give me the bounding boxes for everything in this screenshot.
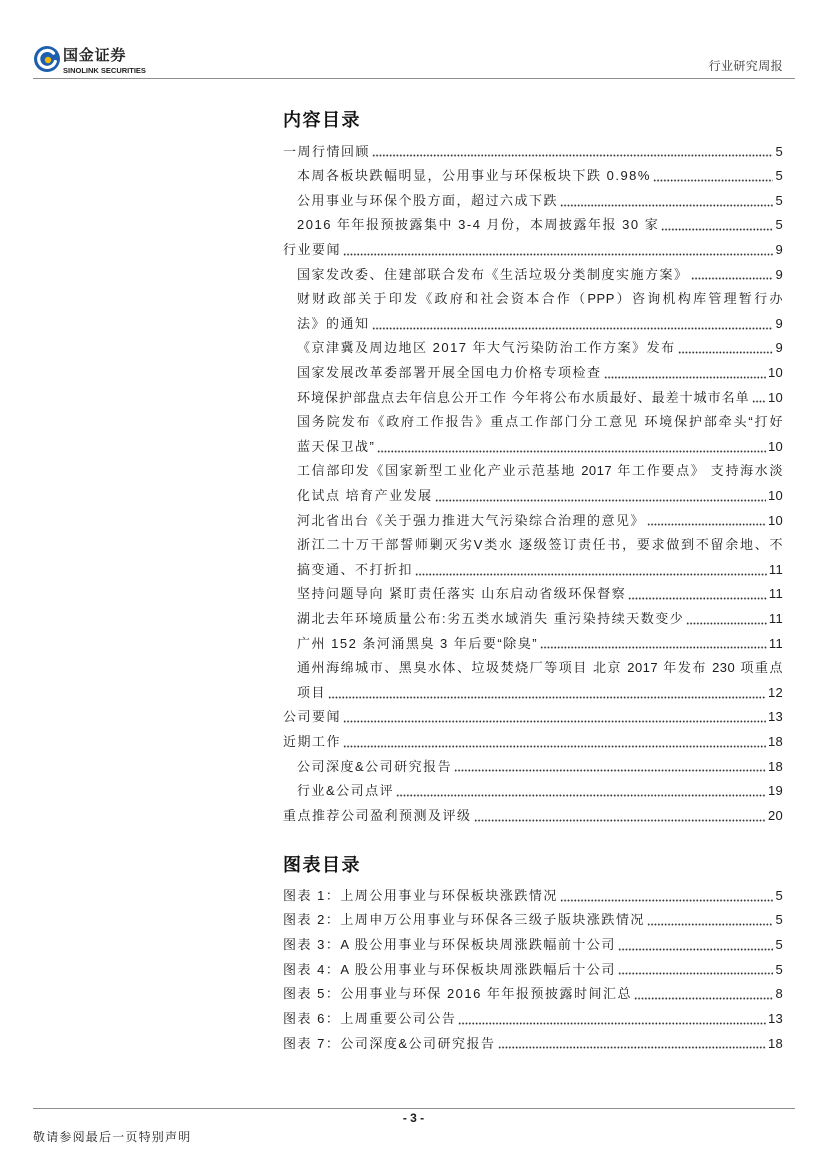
toc-entry-page: 5 [775,143,783,159]
figure-entry-page: 5 [775,961,783,977]
figure-entry-page: 5 [775,936,783,952]
toc-entry-title: 国家发改委、住建部联合发布《生活垃圾分类制度实施方案》 [297,266,689,282]
toc-entry-page: 9 [775,315,783,331]
toc-entry-page: 20 [767,807,783,823]
toc-entry-line[interactable] [283,435,783,460]
toc-entry-page: 12 [767,684,783,700]
toc-entry-title: 《京津冀及周边地区 2017 年大气污染防治工作方案》发布 [297,340,676,356]
company-logo [33,44,153,76]
toc-entry[interactable] [283,804,783,829]
toc-entry-line[interactable] [283,656,783,681]
figure-entry-title: 图表 3：A 股公用事业与环保板块周涨跌幅前十公司 [283,936,616,952]
dot-leader [415,558,767,583]
figure-entry-title: 图表 6：上周重要公司公告 [283,1010,457,1026]
toc-entry-page: 11 [768,610,783,626]
toc-entry-title: 环境保护部盘点去年信息公开工作 今年将公布水质最好、最差十城市名单 [297,389,750,405]
dot-leader [618,933,774,958]
toc-entry-page: 19 [767,783,783,799]
footer-disclaimer: 敬请参阅最后一页特别声明 [33,1130,192,1144]
toc-entry[interactable] [283,755,783,780]
toc-entry[interactable] [283,386,783,411]
toc-entry-title-line: 蓝天保卫战” [297,438,376,454]
figure-entry[interactable] [283,884,783,909]
toc-entry-page: 9 [775,242,783,258]
toc-entry-wrapped[interactable] [283,533,783,582]
dot-leader [458,1007,766,1032]
dot-leader [628,582,767,607]
toc-entry-title: 湖北去年环境质量公布:劣五类水域消失 重污染持续天数变少 [297,610,685,626]
figure-entry-page: 13 [767,1010,783,1026]
dot-leader [454,755,766,780]
toc-entry[interactable] [283,607,783,632]
toc-entry[interactable] [283,263,783,288]
figure-entry-title: 图表 7：公司深度&公司研究报告 [283,1035,496,1051]
toc-entry-title-line: 通州海绵城市、黑臭水体、垃圾焚烧厂等项目 北京 2017 年发布 230 项重点 [297,660,783,676]
figures-title: 图表目录 [283,855,361,875]
toc-entry-title: 行业&公司点评 [297,783,395,799]
toc-entry-page: 13 [767,709,783,725]
dot-leader [618,958,774,983]
toc-entry-page: 5 [775,168,783,184]
toc-entry-line[interactable] [283,558,783,583]
dot-leader [560,189,773,214]
dot-leader [686,607,767,632]
figure-entry-page: 18 [767,1035,783,1051]
toc-entry[interactable] [283,213,783,238]
toc-entry[interactable] [283,509,783,534]
dot-leader [647,509,766,534]
header-divider [33,78,795,79]
dot-leader [474,804,766,829]
logo-name-en: SINOLINK SECURITIES [63,66,146,75]
toc-entry-title-line: 财财政部关于印发《政府和社会资本合作（PPP）咨询机构库管理暂行办 [297,291,783,307]
toc-entry-title-line: 项目 [297,684,327,700]
toc-entry-title-line: 浙江二十万干部誓师剿灭劣V类水 逐级签订责任书，要求做到不留余地、不 [297,537,783,553]
toc-entry[interactable] [283,730,783,755]
toc-entry-title-line: 搞变通、不打折扣 [297,561,414,577]
dot-leader [634,982,773,1007]
toc-entry-line[interactable] [283,459,783,484]
toc-entry-page: 10 [767,389,783,405]
dot-leader [560,884,774,909]
toc-entry-title: 重点推荐公司盈利预测及评级 [283,807,472,823]
dot-leader [328,681,766,706]
toc-entry[interactable] [283,189,783,214]
toc-entry-wrapped[interactable] [283,656,783,705]
figure-entry[interactable] [283,982,783,1007]
dot-leader [343,730,766,755]
toc-list [283,140,783,829]
toc-entry-page: 9 [775,266,783,282]
toc-entry-title: 近期工作 [283,733,342,749]
toc-entry-title: 广州 152 条河涌黑臭 3 年后要“除臭” [297,635,539,651]
dot-leader [372,312,774,337]
dot-leader [604,361,766,386]
footer-divider [33,1108,795,1109]
toc-entry[interactable] [283,632,783,657]
dot-leader [678,336,774,361]
toc-entry-line[interactable] [283,681,783,706]
toc-entry-title: 坚持问题导向 紧盯责任落实 山东启动省级环保督察 [297,586,627,602]
figure-entry-page: 8 [775,986,783,1002]
toc-entry[interactable] [283,336,783,361]
toc-entry-line[interactable] [283,533,783,558]
toc-entry-page: 10 [767,438,783,454]
report-type-label: 行业研究周报 [708,59,783,73]
toc-entry-title: 国家发展改革委部署开展全国电力价格专项检查 [297,365,602,381]
toc-entry[interactable] [283,238,783,263]
toc-entry-title: 一周行情回顾 [283,143,371,159]
figure-entry-title: 图表 4：A 股公用事业与环保板块周涨跌幅后十公司 [283,961,616,977]
toc-entry[interactable] [283,361,783,386]
page-number: - 3 - [402,1111,425,1125]
dot-leader [372,140,773,165]
toc-entry-line[interactable] [283,484,783,509]
dot-leader [647,908,774,933]
toc-entry-wrapped[interactable] [283,287,783,336]
dot-leader [343,238,773,263]
toc-entry-title: 2016 年年报预披露集中 3-4 月份，本周披露年报 30 家 [297,217,660,233]
toc-entry[interactable] [283,779,783,804]
toc-entry-line[interactable] [283,410,783,435]
toc-entry-title: 本周各板块跌幅明显，公用事业与环保板块下跌 0.98% [297,168,651,184]
toc-entry[interactable] [283,164,783,189]
figure-entry-title: 图表 5：公用事业与环保 2016 年年报预披露时间汇总 [283,986,632,1002]
toc-entry-page: 10 [767,488,783,503]
toc-entry-page: 10 [767,512,783,528]
figure-entry-page: 5 [775,887,783,903]
figure-entry[interactable] [283,958,783,983]
toc-entry-page: 11 [768,586,783,602]
sinolink-logo-icon [33,45,61,73]
toc-entry-wrapped[interactable] [283,459,783,508]
toc-entry-page: 5 [775,217,783,233]
toc-entry-title-line: 工信部印发《国家新型工业化产业示范基地 2017 年工作要点》 支持海水淡 [297,463,783,479]
dot-leader [653,164,773,189]
figure-entry-title: 图表 2：上周申万公用事业与环保各三级子版块涨跌情况 [283,912,645,928]
dot-leader [435,484,766,509]
toc-entry-page: 11 [768,561,783,577]
toc-entry-title: 河北省出台《关于强力推进大气污染综合治理的意见》 [297,512,646,528]
toc-entry-line[interactable] [283,287,783,312]
toc-entry-page: 11 [768,635,783,651]
toc-entry-title-line: 化试点 培育产业发展 [297,488,433,503]
figure-entry[interactable] [283,1032,783,1057]
toc-entry-page: 5 [775,192,783,208]
figure-entry[interactable] [283,908,783,933]
toc-entry-page: 9 [775,340,783,356]
toc-entry[interactable] [283,705,783,730]
toc-entry-title-line: 国务院发布《政府工作报告》重点工作部门分工意见 环境保护部牵头“打好 [297,414,783,430]
toc-entry-title: 公司要闻 [283,709,342,725]
toc-entry-title: 行业要闻 [283,242,342,258]
figure-entry-title: 图表 1：上周公用事业与环保板块涨跌情况 [283,887,558,903]
figure-entry[interactable] [283,933,783,958]
dot-leader [396,779,766,804]
figure-entry-page: 5 [775,912,783,928]
toc-entry-page: 10 [767,365,783,381]
figure-entry[interactable] [283,1007,783,1032]
dot-leader [661,213,773,238]
dot-leader [343,705,766,730]
toc-entry-page: 18 [767,733,783,749]
toc-entry-page: 18 [767,758,783,774]
toc-entry-wrapped[interactable] [283,410,783,459]
toc-entry-line[interactable] [283,312,783,337]
toc-entry[interactable] [283,140,783,165]
toc-entry-title-line: 法》的通知 [297,315,370,331]
logo-name-cn: 国金证券 [63,47,127,64]
dot-leader [540,632,767,657]
dot-leader [691,263,774,288]
toc-entry[interactable] [283,582,783,607]
toc-title: 内容目录 [283,110,361,130]
toc-entry-title: 公司深度&公司研究报告 [297,758,453,774]
dot-leader [377,435,766,460]
dot-leader [498,1032,766,1057]
toc-entry-title: 公用事业与环保个股方面，超过六成下跌 [297,192,559,208]
dot-leader [752,386,766,411]
figures-list [283,884,783,1056]
